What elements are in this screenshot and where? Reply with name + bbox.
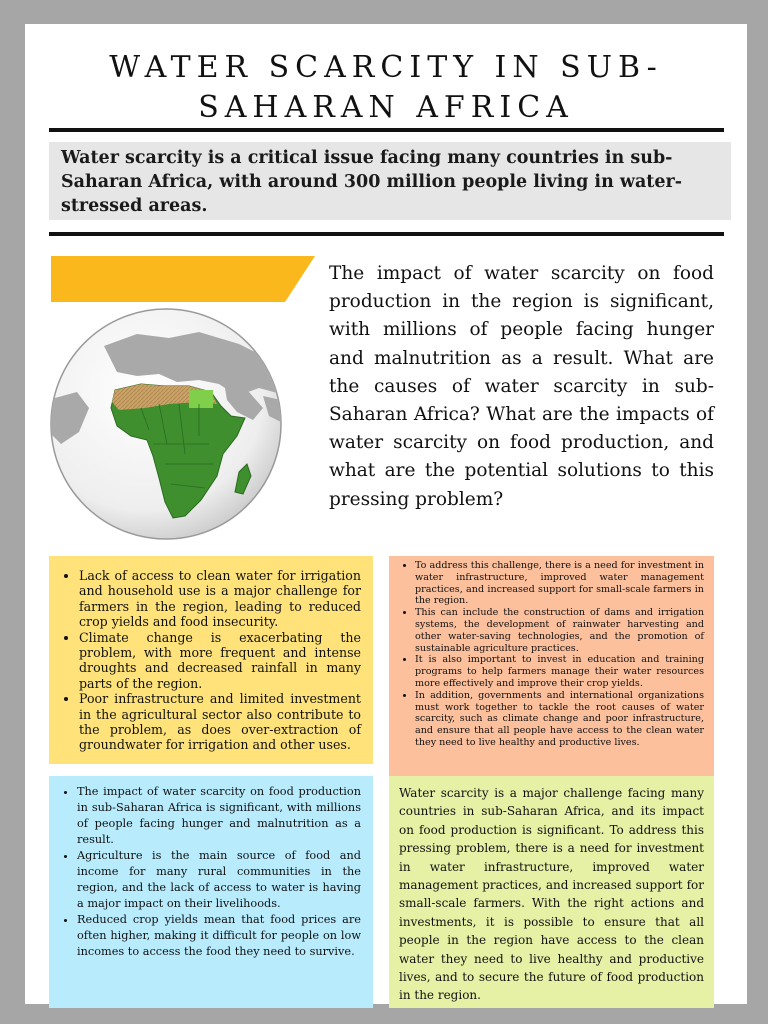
causes-box [49,556,373,764]
list-item: • Poor infrastructure and limited investment in the agricultural sector also contribute to the problem, as does over-extraction of groundwater for irrigation and other uses. [79,691,361,753]
solutions-list [399,560,704,749]
intro-text: Water scarcity is a critical issue facing many countries in sub-Saharan Africa, with around 300 million people living in water-stressed areas. [49,142,731,220]
poster-page [25,24,747,1004]
impacts-list [61,784,361,960]
title-line-2: SAHARAN AFRICA [198,90,574,125]
solutions-box [389,556,714,788]
list-item: • It is also important to invest in education and training programs to help farmers manage their water resources more effectively and improve their crop yields. [415,654,704,689]
page-title [25,48,747,128]
list-item: • Agriculture is the main source of food and income for many rural communities in the region, and the lack of access to water is having a major impact on their livelihoods. [77,848,361,912]
list-item: • Climate change is exacerbating the problem, with more frequent and intense droughts and decreased rainfall in many parts of the region. [79,630,361,692]
list-item: • The impact of water scarcity on food production in sub-Saharan Africa is significant, with millions of people facing hunger and malnutrition as a result. [77,784,361,848]
list-item: • Lack of access to clean water for irrigation and household use is a major challenge for farmers in the region, leading to reduced crop yields and food insecurity. [79,568,361,630]
list-item: • Reduced crop yields mean that food prices are often higher, making it difficult for people on low incomes to access the food they need to survive. [77,912,361,960]
list-item: • To address this challenge, there is a need for investment in water infrastructure, improved water management practices, and increased support for small-scale farmers in the region. [415,560,704,607]
lead-paragraph: The impact of water scarcity on food production in the region is significant, with millions of people facing hunger and malnutrition as a result. What are the causes of water scarcity in sub-Saharan Africa? What are the impacts of water scarcity on food production, and what are the potential solutions to this pressing problem? [329,263,714,510]
bottom-divider [49,232,724,236]
globe-map-icon [49,304,284,544]
title-line-1: WATER SCARCITY IN SUB- [109,50,663,85]
top-divider [49,128,724,132]
causes-list [63,568,361,753]
impacts-box [49,776,373,1008]
list-item: • In addition, governments and international organizations must work together to tackle the root causes of water scarcity, such as climate change and poor infrastructure, and ensure that all people have access to the clean water they need to live healthy and productive lives. [415,690,704,749]
yellow-banner [51,256,315,302]
list-item: • This can include the construction of dams and irrigation systems, the development of rainwater harvesting and other water-saving technologies, and the promotion of sustainable agriculture practices. [415,607,704,654]
conclusion-box: Water scarcity is a major challenge facing many countries in sub-Saharan Africa, and its impact on food production is significant. To address this pressing problem, there is a need for investment in water infrastructure, improved water management practices, and increased support for small-scale farmers. With the right actions and investments, it is possible to ensure that all people in the region have access to the clean water they need to live healthy and productive lives, and to secure the future of food production in the region. [389,776,714,1008]
